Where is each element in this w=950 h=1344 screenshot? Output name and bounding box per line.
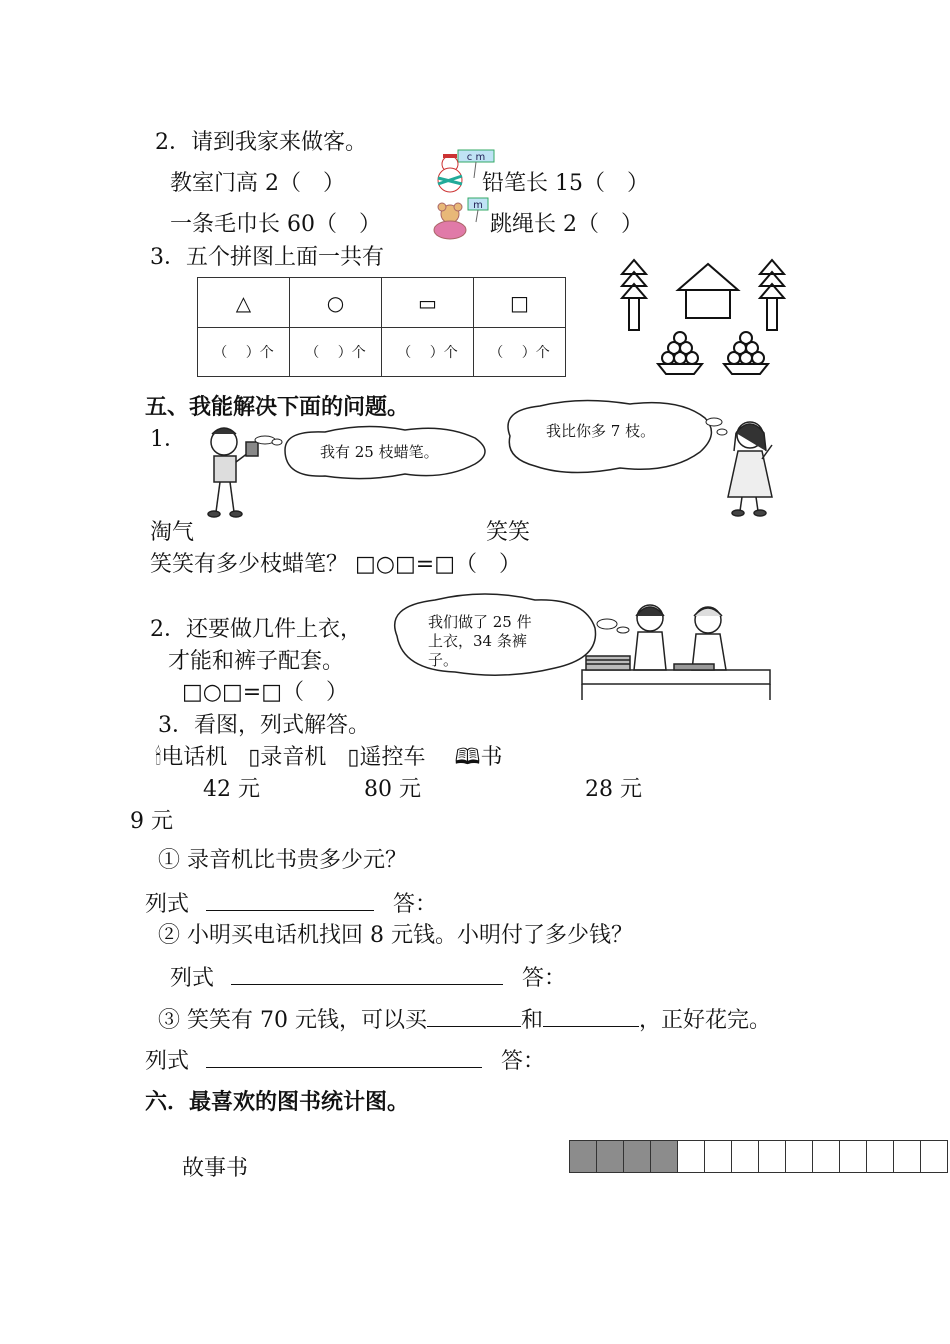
bar-cell-empty[interactable]: [839, 1140, 867, 1173]
sub3-part-c: ，正好花完。: [639, 1008, 772, 1033]
snowman-cm-sign-icon: [428, 148, 498, 196]
item-phone: 电话机: [161, 745, 228, 770]
bar-cell-empty[interactable]: [677, 1140, 705, 1173]
pencil-length: 铅笔长 15（ ）: [482, 171, 649, 196]
girl-figure: [720, 415, 785, 519]
book-icon: 🕮: [454, 745, 481, 770]
tailors-figure: [580, 594, 772, 702]
row-label-story-books: 故事书: [182, 1156, 249, 1181]
bar-cell-empty[interactable]: [893, 1140, 921, 1173]
tailor-bubble-line2: 上衣，34 条裤: [428, 632, 527, 650]
formula-label: 列式: [170, 966, 215, 991]
bar-cell-empty[interactable]: [785, 1140, 813, 1173]
answer-line-2: [170, 964, 566, 992]
puzzle-figures: [610, 256, 800, 378]
q2-line2: 才能和裤子配套。: [168, 649, 345, 674]
square-header: □: [474, 278, 566, 328]
towel-length: 一条毛巾长 60（ ）: [170, 212, 381, 237]
bar-cell-empty[interactable]: [812, 1140, 840, 1173]
price-rc-car: 28 元: [585, 777, 642, 802]
shape-count-table: [197, 277, 566, 377]
sub-question-2: ② 小明买电话机找回 8 元钱。小明付了多少钱？: [158, 923, 633, 948]
name-taoqi: 淘气: [150, 520, 195, 545]
tailor-bubble-line1: 我们做了 25 件: [428, 613, 532, 631]
rope-length: 跳绳长 2（ ）: [490, 212, 643, 237]
triangle-count-cell: （ ）个: [198, 328, 290, 377]
section6-title: 六．最喜欢的图书统计图。: [145, 1089, 410, 1115]
bubble-right-text: 我比你多 7 枝。: [546, 422, 656, 440]
bubble-left-text: 我有 25 枝蜡笔。: [320, 443, 439, 461]
sub-question-1: ① 录音机比书贵多少元？: [158, 848, 407, 873]
q3-title: 3．五个拼图上面一共有: [150, 245, 384, 270]
q3-title-line: 3．看图，列式解答。: [158, 713, 370, 738]
circle-count-cell: （ ）个: [290, 328, 382, 377]
bar-cell-filled[interactable]: [623, 1140, 651, 1173]
circle-header: ○: [290, 278, 382, 328]
item-blank-2[interactable]: [543, 1006, 639, 1027]
name-xiaoxiao: 笑笑: [486, 520, 531, 545]
item-rc-car: 遥控车: [359, 745, 426, 770]
items-row: [155, 745, 502, 771]
tailor-bubble-line3: 子。: [428, 651, 459, 669]
formula-blank-2[interactable]: [231, 964, 503, 985]
answer-label: 答：: [501, 1049, 546, 1074]
item-book: 书: [480, 745, 503, 770]
bar-cell-filled[interactable]: [596, 1140, 624, 1173]
triangle-header: △: [198, 278, 290, 328]
square-count-cell: （ ）个: [474, 328, 566, 377]
section5-title: 五、我能解决下面的问题。: [145, 394, 410, 420]
price-phone: 42 元: [203, 777, 260, 802]
q2-line1: 2．还要做几件上衣，: [150, 617, 362, 642]
rc-car-icon: ▯: [347, 745, 360, 770]
formula-blank-3[interactable]: [206, 1047, 482, 1068]
rectangle-count-cell: （ ）个: [382, 328, 474, 377]
story-book-bar: [570, 1140, 948, 1173]
q1-num: 1．: [150, 427, 186, 452]
door-height: 教室门高 2（ ）: [170, 171, 345, 196]
q1-question: 笑笑有多少枝蜡笔？ □○□=□（ ）: [150, 552, 521, 577]
sub-question-3: [158, 1006, 771, 1034]
sub3-part-b: 和: [520, 1008, 543, 1033]
rectangle-header: ▭: [382, 278, 474, 328]
bar-cell-empty[interactable]: [920, 1140, 948, 1173]
formula-label: 列式: [145, 892, 190, 917]
phone-icon: 🕯: [155, 745, 162, 770]
answer-line-1: [145, 890, 437, 918]
q2-formula: □○□=□（ ）: [182, 680, 348, 705]
answer-label: 答：: [393, 892, 438, 917]
price-recorder: 80 元: [364, 777, 421, 802]
q2-title: 2．请到我家来做客。: [155, 130, 367, 155]
formula-blank-1[interactable]: [206, 890, 374, 911]
sub3-part-a: ③ 笑笑有 70 元钱，可以买: [158, 1008, 427, 1033]
bar-cell-filled[interactable]: [650, 1140, 678, 1173]
item-recorder: 录音机: [260, 745, 327, 770]
answer-label: 答：: [522, 966, 567, 991]
sign-m-text: m: [473, 200, 483, 211]
bear-m-sign-icon: [428, 196, 498, 242]
answer-line-3: [145, 1047, 545, 1075]
item-blank-1[interactable]: [427, 1006, 521, 1027]
bar-cell-filled[interactable]: [569, 1140, 597, 1173]
bar-cell-empty[interactable]: [866, 1140, 894, 1173]
price-book: 9 元: [130, 809, 173, 834]
recorder-icon: ▯: [248, 745, 261, 770]
bar-cell-empty[interactable]: [704, 1140, 732, 1173]
sign-cm-text: c m: [466, 152, 486, 163]
bar-cell-empty[interactable]: [731, 1140, 759, 1173]
bar-cell-empty[interactable]: [758, 1140, 786, 1173]
formula-label: 列式: [145, 1049, 190, 1074]
